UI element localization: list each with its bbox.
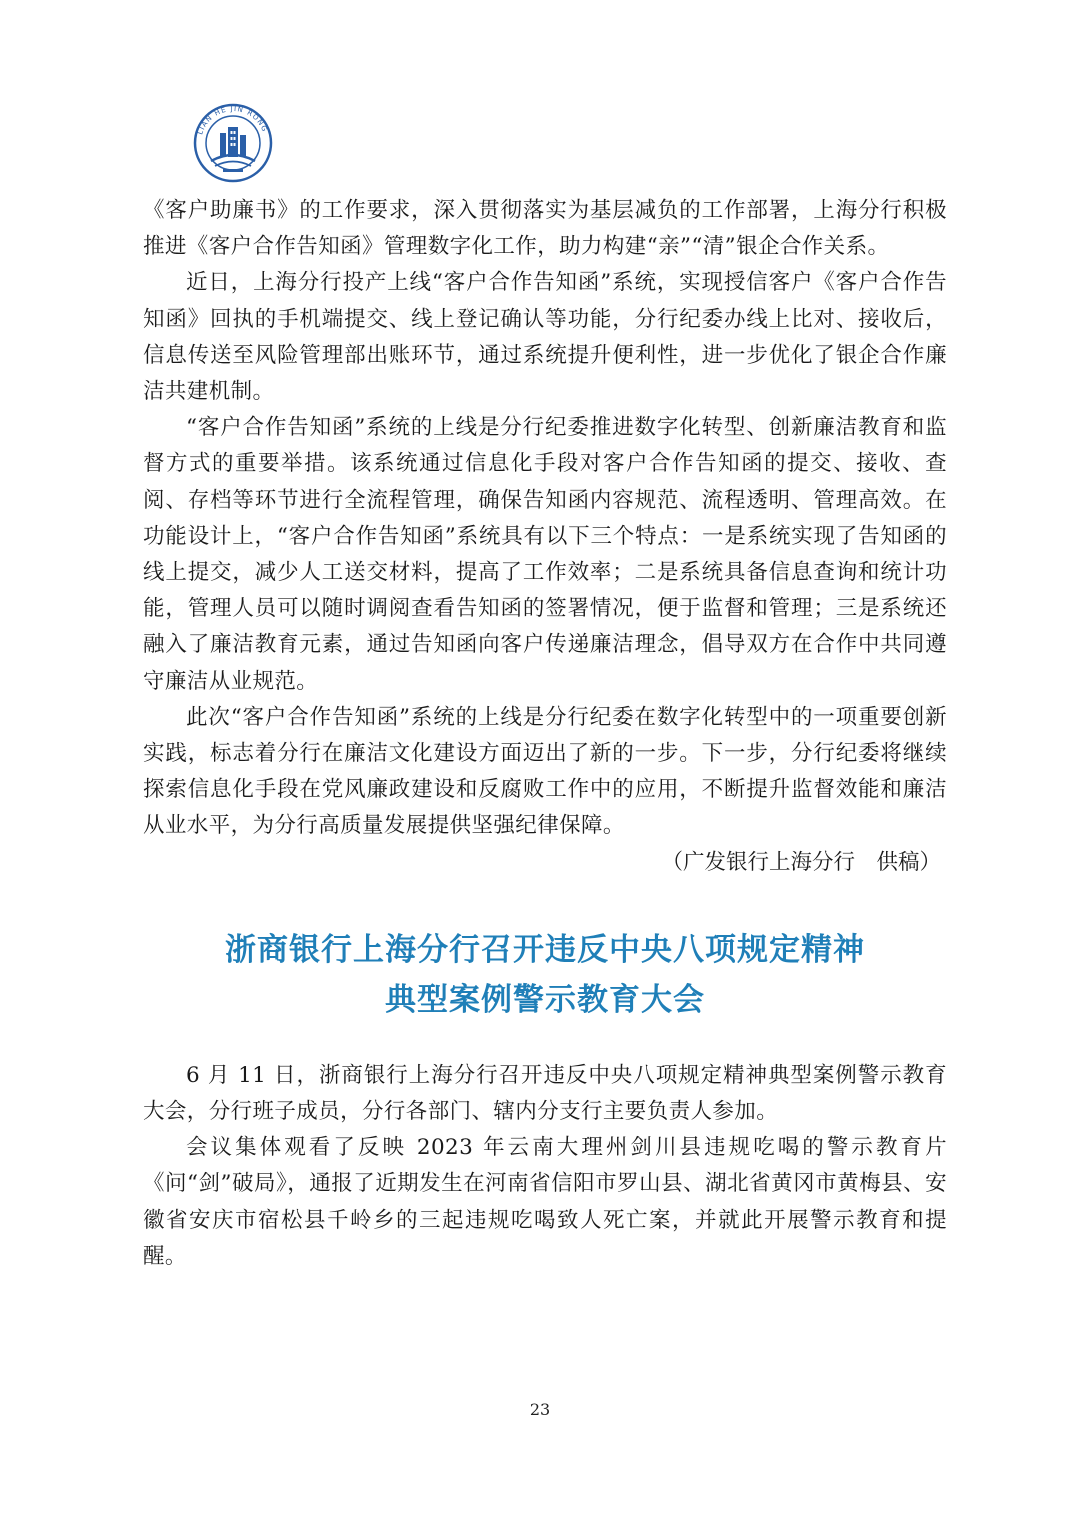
organization-emblem-icon [193,103,273,183]
article1-paragraph-2: 近日，上海分行投产上线“客户合作告知函”系统，实现授信客户《客户合作告知函》回执的手机端提交、线上登记确认等功能，分行纪委办线上比对、接收后，信息传送至风险管理部出账环节，通过系统提升便利性，进一步优化了银企合作廉洁共建机制。 [143,270,947,405]
article1-credit: （广发银行上海分行 供稿） [661,849,941,875]
page-number: 23 [529,1400,551,1419]
article2-paragraph-2: 会议集体观看了反映 2023 年云南大理州剑川县违规吃喝的警示教育片《问“剑”破局》，通报了近期发生在河南省信阳市罗山县、湖北省黄冈市黄梅县、安徽省安庆市宿松县千岭乡的三起违规吃喝致人死亡案，并就此开展警示教育和提醒。 [143,1135,947,1269]
article2-title-line-2: 典型案例警示教育大会 [385,981,705,1018]
page-content [143,193,947,1275]
article2-body [143,1058,947,1275]
article2-title-line-1: 浙商银行上海分行召开违反中央八项规定精神 [225,931,865,968]
article1-paragraph-1: 《客户助廉书》的工作要求，深入贯彻落实为基层减负的工作部署，上海分行积极推进《客户合作告知函》管理数字化工作，助力构建“亲”“清”银企合作关系。 [143,198,947,260]
svg-text:LIAN HE JIN RONG: LIAN HE JIN RONG [196,104,269,136]
article1-paragraph-3: “客户合作告知函”系统的上线是分行纪委推进数字化转型、创新廉洁教育和监督方式的重要举措。该系统通过信息化手段对客户合作告知函的提交、接收、查阅、存档等环节进行全流程管理，确保告知函内容规范、流程透明、管理高效。在功能设计上，“客户合作告知函”系统具有以下三个特点：一是系统实现了告知函的线上提交，减少人工送交材料，提高了工作效率；二是系统具备信息查询和统计功能，管理人员可以随时调阅查看告知函的签署情况，便于监督和管理；三是系统还融入了廉洁教育元素，通过告知函向客户传递廉洁理念，倡导双方在合作中共同遵守廉洁从业规范。 [143,415,947,694]
article1-paragraph-4: 此次“客户合作告知函”系统的上线是分行纪委在数字化转型中的一项重要创新实践，标志着分行在廉洁文化建设方面迈出了新的一步。下一步，分行纪委将继续探索信息化手段在党风廉政建设和反腐败工作中的应用，不断提升监督效能和廉洁从业水平，为分行高质量发展提供坚强纪律保障。 [143,704,947,839]
article2-title [143,925,947,1025]
article2-paragraph-1: 6 月 11 日，浙商银行上海分行召开违反中央八项规定精神典型案例警示教育大会，分行班子成员，分行各部门、辖内分支行主要负责人参加。 [143,1062,947,1125]
